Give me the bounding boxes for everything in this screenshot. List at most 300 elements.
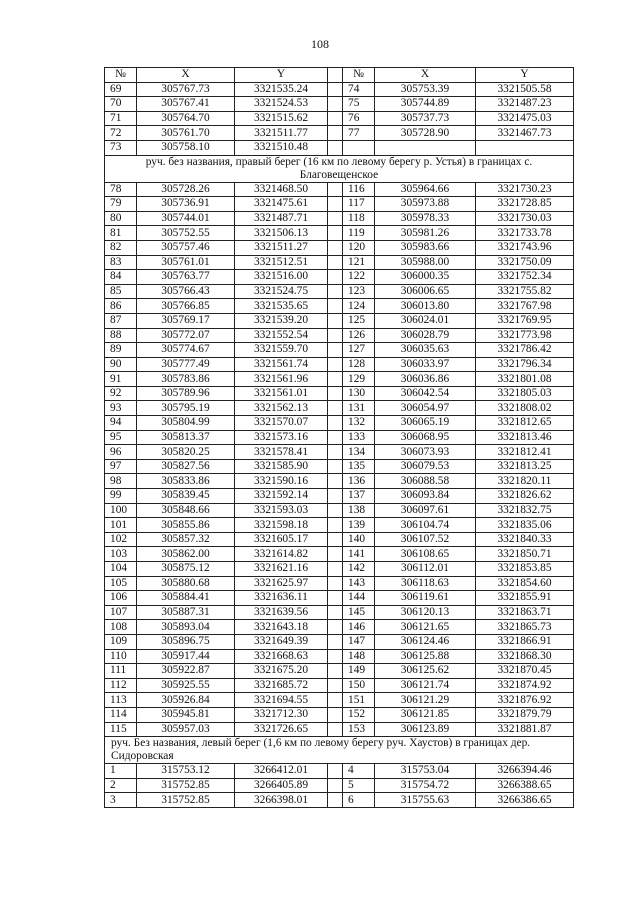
page-number: 108 — [311, 37, 329, 51]
y-coordinate-left: 3266405.89 — [235, 778, 328, 793]
column-gap — [328, 778, 343, 793]
y-coordinate-left: 3321561.96 — [235, 372, 328, 387]
point-number-right: 141 — [343, 547, 375, 562]
column-gap — [328, 532, 343, 547]
block-2 — [105, 182, 574, 737]
point-number-left: 101 — [105, 518, 137, 533]
table-row — [105, 313, 574, 328]
table-row — [105, 97, 574, 112]
column-gap — [328, 693, 343, 708]
point-number-left: 84 — [105, 270, 137, 285]
column-gap — [328, 270, 343, 285]
point-number-left: 113 — [105, 693, 137, 708]
table-row — [105, 793, 574, 808]
y-coordinate-right: 3321854.60 — [476, 576, 574, 591]
column-gap — [328, 591, 343, 606]
column-gap — [328, 605, 343, 620]
point-number-right: 133 — [343, 430, 375, 445]
column-gap — [328, 182, 343, 197]
header-number-right: № — [343, 68, 375, 83]
column-gap — [328, 126, 343, 141]
y-coordinate-right: 3266386.65 — [476, 793, 574, 808]
y-coordinate-right: 3321755.82 — [476, 284, 574, 299]
point-number-right: 135 — [343, 459, 375, 474]
column-gap — [328, 562, 343, 577]
point-number-right: 119 — [343, 226, 375, 241]
point-number-right: 132 — [343, 416, 375, 431]
x-coordinate-left: 305893.04 — [137, 620, 235, 635]
point-number-right: 145 — [343, 605, 375, 620]
y-coordinate-left: 3321668.63 — [235, 649, 328, 664]
x-coordinate-left: 305764.70 — [137, 111, 235, 126]
y-coordinate-right: 3321487.23 — [476, 97, 574, 112]
point-number-right: 76 — [343, 111, 375, 126]
y-coordinate-left: 3321694.55 — [235, 693, 328, 708]
point-number-right: 131 — [343, 401, 375, 416]
table-row — [105, 357, 574, 372]
y-coordinate-right: 3321808.02 — [476, 401, 574, 416]
x-coordinate-right: 305737.73 — [375, 111, 476, 126]
section-title: руч. без названия, правый берег (16 км по левому берегу р. Устья) в границах с. Благовещенское — [105, 155, 574, 182]
table-row — [105, 445, 574, 460]
y-coordinate-left: 3321593.03 — [235, 503, 328, 518]
point-number-right: 146 — [343, 620, 375, 635]
x-coordinate-left: 305763.77 — [137, 270, 235, 285]
column-gap — [328, 620, 343, 635]
y-coordinate-left: 3321592.14 — [235, 489, 328, 504]
column-gap — [328, 649, 343, 664]
point-number-right: 75 — [343, 97, 375, 112]
point-number-left: 89 — [105, 343, 137, 358]
table-row — [105, 489, 574, 504]
point-number-right: 138 — [343, 503, 375, 518]
y-coordinate-left: 3321524.53 — [235, 97, 328, 112]
point-number-left: 93 — [105, 401, 137, 416]
column-gap — [328, 313, 343, 328]
x-coordinate-left: 305833.86 — [137, 474, 235, 489]
x-coordinate-left: 305957.03 — [137, 722, 235, 737]
point-number-left: 111 — [105, 664, 137, 679]
column-gap — [328, 459, 343, 474]
point-number-right: 137 — [343, 489, 375, 504]
point-number-right: 149 — [343, 664, 375, 679]
block-3 — [105, 764, 574, 808]
y-coordinate-left: 3321510.48 — [235, 140, 328, 155]
x-coordinate-left: 305925.55 — [137, 678, 235, 693]
point-number-right: 153 — [343, 722, 375, 737]
table-row — [105, 226, 574, 241]
x-coordinate-left: 305862.00 — [137, 547, 235, 562]
section-title-row — [105, 155, 574, 182]
column-gap — [328, 68, 343, 83]
y-coordinate-right: 3321820.11 — [476, 474, 574, 489]
x-coordinate-right: 306097.61 — [375, 503, 476, 518]
table-row — [105, 284, 574, 299]
x-coordinate-right: 306118.63 — [375, 576, 476, 591]
y-coordinate-right: 3321801.08 — [476, 372, 574, 387]
y-coordinate-left: 3321561.01 — [235, 386, 328, 401]
point-number-left: 109 — [105, 634, 137, 649]
y-coordinate-right: 3321865.73 — [476, 620, 574, 635]
x-coordinate-right: 306112.01 — [375, 562, 476, 577]
column-gap — [328, 372, 343, 387]
y-coordinate-left: 3321475.61 — [235, 197, 328, 212]
y-coordinate-right: 3321730.23 — [476, 182, 574, 197]
point-number-right: 124 — [343, 299, 375, 314]
y-coordinate-right: 3321769.95 — [476, 313, 574, 328]
column-gap — [328, 547, 343, 562]
column-gap — [328, 445, 343, 460]
x-coordinate-left: 305757.46 — [137, 240, 235, 255]
point-number-left: 91 — [105, 372, 137, 387]
point-number-left: 98 — [105, 474, 137, 489]
x-coordinate-left: 305783.86 — [137, 372, 235, 387]
block-1 — [105, 82, 574, 155]
point-number-left: 81 — [105, 226, 137, 241]
point-number-left: 92 — [105, 386, 137, 401]
y-coordinate-right: 3321467.73 — [476, 126, 574, 141]
y-coordinate-right: 3321812.65 — [476, 416, 574, 431]
point-number-left: 85 — [105, 284, 137, 299]
x-coordinate-left: 305855.86 — [137, 518, 235, 533]
point-number-right: 127 — [343, 343, 375, 358]
table-row — [105, 270, 574, 285]
point-number-right: 5 — [343, 778, 375, 793]
y-coordinate-right: 3321733.78 — [476, 226, 574, 241]
x-coordinate-left: 305728.26 — [137, 182, 235, 197]
x-coordinate-right: 315754.72 — [375, 778, 476, 793]
x-coordinate-left: 315752.85 — [137, 778, 235, 793]
table-row — [105, 532, 574, 547]
point-number-right: 148 — [343, 649, 375, 664]
y-coordinate-left: 3321675.20 — [235, 664, 328, 679]
point-number-right: 142 — [343, 562, 375, 577]
x-coordinate-right: 306036.86 — [375, 372, 476, 387]
x-coordinate-right: 306033.97 — [375, 357, 476, 372]
x-coordinate-right: 306006.65 — [375, 284, 476, 299]
x-coordinate-left: 305820.25 — [137, 445, 235, 460]
point-number-right: 147 — [343, 634, 375, 649]
x-coordinate-right: 305964.66 — [375, 182, 476, 197]
point-number-right: 120 — [343, 240, 375, 255]
table-row — [105, 664, 574, 679]
point-number-left: 88 — [105, 328, 137, 343]
y-coordinate-left: 3321559.70 — [235, 343, 328, 358]
y-coordinate-left: 3321524.75 — [235, 284, 328, 299]
table-row — [105, 126, 574, 141]
column-gap — [328, 299, 343, 314]
header-x-left: X — [137, 68, 235, 83]
table-row — [105, 459, 574, 474]
y-coordinate-right: 3321850.71 — [476, 547, 574, 562]
point-number-left: 70 — [105, 97, 137, 112]
column-gap — [328, 576, 343, 591]
point-number-left: 115 — [105, 722, 137, 737]
y-coordinate-left: 3321614.82 — [235, 547, 328, 562]
y-coordinate-right: 3321773.98 — [476, 328, 574, 343]
x-coordinate-right: 306068.95 — [375, 430, 476, 445]
x-coordinate-right: 306125.88 — [375, 649, 476, 664]
y-coordinate-right: 3321876.92 — [476, 693, 574, 708]
y-coordinate-right: 3321881.87 — [476, 722, 574, 737]
x-coordinate-right: 315755.63 — [375, 793, 476, 808]
column-gap — [328, 416, 343, 431]
coordinates-table — [104, 67, 574, 808]
table-row — [105, 401, 574, 416]
table-row — [105, 576, 574, 591]
y-coordinate-right: 3321505.58 — [476, 82, 574, 97]
table-row — [105, 386, 574, 401]
point-number-right: 150 — [343, 678, 375, 693]
x-coordinate-right: 306035.63 — [375, 343, 476, 358]
table-row — [105, 416, 574, 431]
x-coordinate-right: 306073.93 — [375, 445, 476, 460]
y-coordinate-left: 3321625.97 — [235, 576, 328, 591]
x-coordinate-left: 305795.19 — [137, 401, 235, 416]
table-row — [105, 591, 574, 606]
x-coordinate-left: 305887.31 — [137, 605, 235, 620]
x-coordinate-left: 305926.84 — [137, 693, 235, 708]
point-number-right: 136 — [343, 474, 375, 489]
x-coordinate-left: 305766.85 — [137, 299, 235, 314]
column-gap — [328, 357, 343, 372]
x-coordinate-left: 305839.45 — [137, 489, 235, 504]
x-coordinate-right: 306088.58 — [375, 474, 476, 489]
point-number-left: 2 — [105, 778, 137, 793]
x-coordinate-left: 305917.44 — [137, 649, 235, 664]
point-number-right: 129 — [343, 372, 375, 387]
header-y-left: Y — [235, 68, 328, 83]
y-coordinate-left: 3321562.13 — [235, 401, 328, 416]
section-1 — [105, 155, 574, 182]
x-coordinate-left: 305896.75 — [137, 634, 235, 649]
column-gap — [328, 328, 343, 343]
x-coordinate-right: 306119.61 — [375, 591, 476, 606]
column-gap — [328, 489, 343, 504]
x-coordinate-left: 305922.87 — [137, 664, 235, 679]
x-coordinate-left: 305752.55 — [137, 226, 235, 241]
table-row — [105, 343, 574, 358]
x-coordinate-right: 315753.04 — [375, 764, 476, 779]
x-coordinate-left: 305766.43 — [137, 284, 235, 299]
y-coordinate-left: 3321726.65 — [235, 722, 328, 737]
point-number-left: 108 — [105, 620, 137, 635]
x-coordinate-right: 306065.19 — [375, 416, 476, 431]
x-coordinate-right: 306079.53 — [375, 459, 476, 474]
point-number-right: 4 — [343, 764, 375, 779]
x-coordinate-left: 315752.85 — [137, 793, 235, 808]
y-coordinate-left: 3321570.07 — [235, 416, 328, 431]
y-coordinate-left: 3266412.01 — [235, 764, 328, 779]
point-number-left: 110 — [105, 649, 137, 664]
point-number-left: 80 — [105, 211, 137, 226]
y-coordinate-left: 3321636.11 — [235, 591, 328, 606]
point-number-right: 117 — [343, 197, 375, 212]
x-coordinate-right: 305728.90 — [375, 126, 476, 141]
x-coordinate-left: 305857.32 — [137, 532, 235, 547]
y-coordinate-left: 3321468.50 — [235, 182, 328, 197]
column-gap — [328, 474, 343, 489]
point-number-right — [343, 140, 375, 155]
table-row — [105, 299, 574, 314]
x-coordinate-left: 305772.07 — [137, 328, 235, 343]
column-gap — [328, 284, 343, 299]
table-row — [105, 605, 574, 620]
column-gap — [328, 793, 343, 808]
table-row — [105, 240, 574, 255]
point-number-left: 1 — [105, 764, 137, 779]
y-coordinate-right: 3266394.46 — [476, 764, 574, 779]
y-coordinate-right: 3321805.03 — [476, 386, 574, 401]
point-number-right: 140 — [343, 532, 375, 547]
point-number-right: 139 — [343, 518, 375, 533]
column-gap — [328, 401, 343, 416]
table-row — [105, 649, 574, 664]
point-number-right: 122 — [343, 270, 375, 285]
column-gap — [328, 140, 343, 155]
x-coordinate-right: 306121.85 — [375, 707, 476, 722]
table-row — [105, 678, 574, 693]
point-number-left: 112 — [105, 678, 137, 693]
point-number-left: 73 — [105, 140, 137, 155]
x-coordinate-right: 305744.89 — [375, 97, 476, 112]
table-row — [105, 693, 574, 708]
x-coordinate-left: 305945.81 — [137, 707, 235, 722]
y-coordinate-left: 3321605.17 — [235, 532, 328, 547]
point-number-left: 82 — [105, 240, 137, 255]
y-coordinate-right: 3321786.42 — [476, 343, 574, 358]
header-x-right: X — [375, 68, 476, 83]
column-gap — [328, 343, 343, 358]
y-coordinate-left: 3321512.51 — [235, 255, 328, 270]
y-coordinate-right: 3321832.75 — [476, 503, 574, 518]
x-coordinate-right: 306124.46 — [375, 634, 476, 649]
x-coordinate-left: 305804.99 — [137, 416, 235, 431]
x-coordinate-right: 305978.33 — [375, 211, 476, 226]
x-coordinate-left: 305744.01 — [137, 211, 235, 226]
y-coordinate-right: 3321812.41 — [476, 445, 574, 460]
x-coordinate-right: 306107.52 — [375, 532, 476, 547]
x-coordinate-right: 306125.62 — [375, 664, 476, 679]
table-row — [105, 778, 574, 793]
y-coordinate-left: 3321535.65 — [235, 299, 328, 314]
point-number-right: 77 — [343, 126, 375, 141]
x-coordinate-left: 305736.91 — [137, 197, 235, 212]
x-coordinate-right: 306042.54 — [375, 386, 476, 401]
point-number-left: 78 — [105, 182, 137, 197]
point-number-right: 116 — [343, 182, 375, 197]
x-coordinate-right: 306028.79 — [375, 328, 476, 343]
y-coordinate-left: 3321712.30 — [235, 707, 328, 722]
point-number-right: 126 — [343, 328, 375, 343]
x-coordinate-right: 306013.80 — [375, 299, 476, 314]
column-gap — [328, 503, 343, 518]
x-coordinate-left: 305848.66 — [137, 503, 235, 518]
x-coordinate-left: 305777.49 — [137, 357, 235, 372]
y-coordinate-left: 3321643.18 — [235, 620, 328, 635]
column-gap — [328, 97, 343, 112]
x-coordinate-right: 306120.13 — [375, 605, 476, 620]
column-gap — [328, 518, 343, 533]
point-number-right: 134 — [343, 445, 375, 460]
table-row — [105, 707, 574, 722]
point-number-left: 100 — [105, 503, 137, 518]
y-coordinate-left: 3321535.24 — [235, 82, 328, 97]
point-number-left: 107 — [105, 605, 137, 620]
table-row — [105, 111, 574, 126]
point-number-left: 102 — [105, 532, 137, 547]
x-coordinate-right: 306108.65 — [375, 547, 476, 562]
table-row — [105, 182, 574, 197]
point-number-left: 99 — [105, 489, 137, 504]
point-number-left: 86 — [105, 299, 137, 314]
y-coordinate-right: 3321752.34 — [476, 270, 574, 285]
column-gap — [328, 430, 343, 445]
point-number-left: 97 — [105, 459, 137, 474]
y-coordinate-right: 3321796.34 — [476, 357, 574, 372]
x-coordinate-right: 306123.89 — [375, 722, 476, 737]
x-coordinate-left: 305789.96 — [137, 386, 235, 401]
x-coordinate-left: 305767.73 — [137, 82, 235, 97]
y-coordinate-left: 3321539.20 — [235, 313, 328, 328]
x-coordinate-left: 305813.37 — [137, 430, 235, 445]
column-gap — [328, 386, 343, 401]
table-row — [105, 197, 574, 212]
y-coordinate-right: 3321743.96 — [476, 240, 574, 255]
point-number-left: 94 — [105, 416, 137, 431]
y-coordinate-right: 3321853.85 — [476, 562, 574, 577]
header-y-right: Y — [476, 68, 574, 83]
column-gap — [328, 226, 343, 241]
y-coordinate-left: 3321649.39 — [235, 634, 328, 649]
column-gap — [328, 197, 343, 212]
column-gap — [328, 211, 343, 226]
table-row — [105, 372, 574, 387]
x-coordinate-right: 305973.88 — [375, 197, 476, 212]
point-number-left: 71 — [105, 111, 137, 126]
y-coordinate-right: 3321874.92 — [476, 678, 574, 693]
table-row — [105, 764, 574, 779]
y-coordinate-right: 3321813.25 — [476, 459, 574, 474]
column-gap — [328, 255, 343, 270]
x-coordinate-left: 305774.67 — [137, 343, 235, 358]
table-row — [105, 518, 574, 533]
table-row — [105, 255, 574, 270]
point-number-right: 125 — [343, 313, 375, 328]
x-coordinate-right — [375, 140, 476, 155]
point-number-left: 96 — [105, 445, 137, 460]
point-number-right: 143 — [343, 576, 375, 591]
point-number-left: 114 — [105, 707, 137, 722]
y-coordinate-right: 3321835.06 — [476, 518, 574, 533]
y-coordinate-right: 3266388.65 — [476, 778, 574, 793]
y-coordinate-left: 3321506.13 — [235, 226, 328, 241]
x-coordinate-right: 306024.01 — [375, 313, 476, 328]
y-coordinate-right: 3321840.33 — [476, 532, 574, 547]
y-coordinate-left: 3321590.16 — [235, 474, 328, 489]
section-title: руч. Без названия, левый берег (1,6 км по левому берегу руч. Хаустов) в границах дер. Сидоровская — [105, 737, 574, 764]
x-coordinate-left: 305875.12 — [137, 562, 235, 577]
point-number-right: 123 — [343, 284, 375, 299]
y-coordinate-left: 3321598.18 — [235, 518, 328, 533]
x-coordinate-right: 306000.35 — [375, 270, 476, 285]
y-coordinate-left: 3321685.72 — [235, 678, 328, 693]
y-coordinate-right: 3321866.91 — [476, 634, 574, 649]
y-coordinate-right: 3321475.03 — [476, 111, 574, 126]
y-coordinate-right: 3321728.85 — [476, 197, 574, 212]
table-header-row — [105, 68, 574, 83]
y-coordinate-left: 3321552.54 — [235, 328, 328, 343]
